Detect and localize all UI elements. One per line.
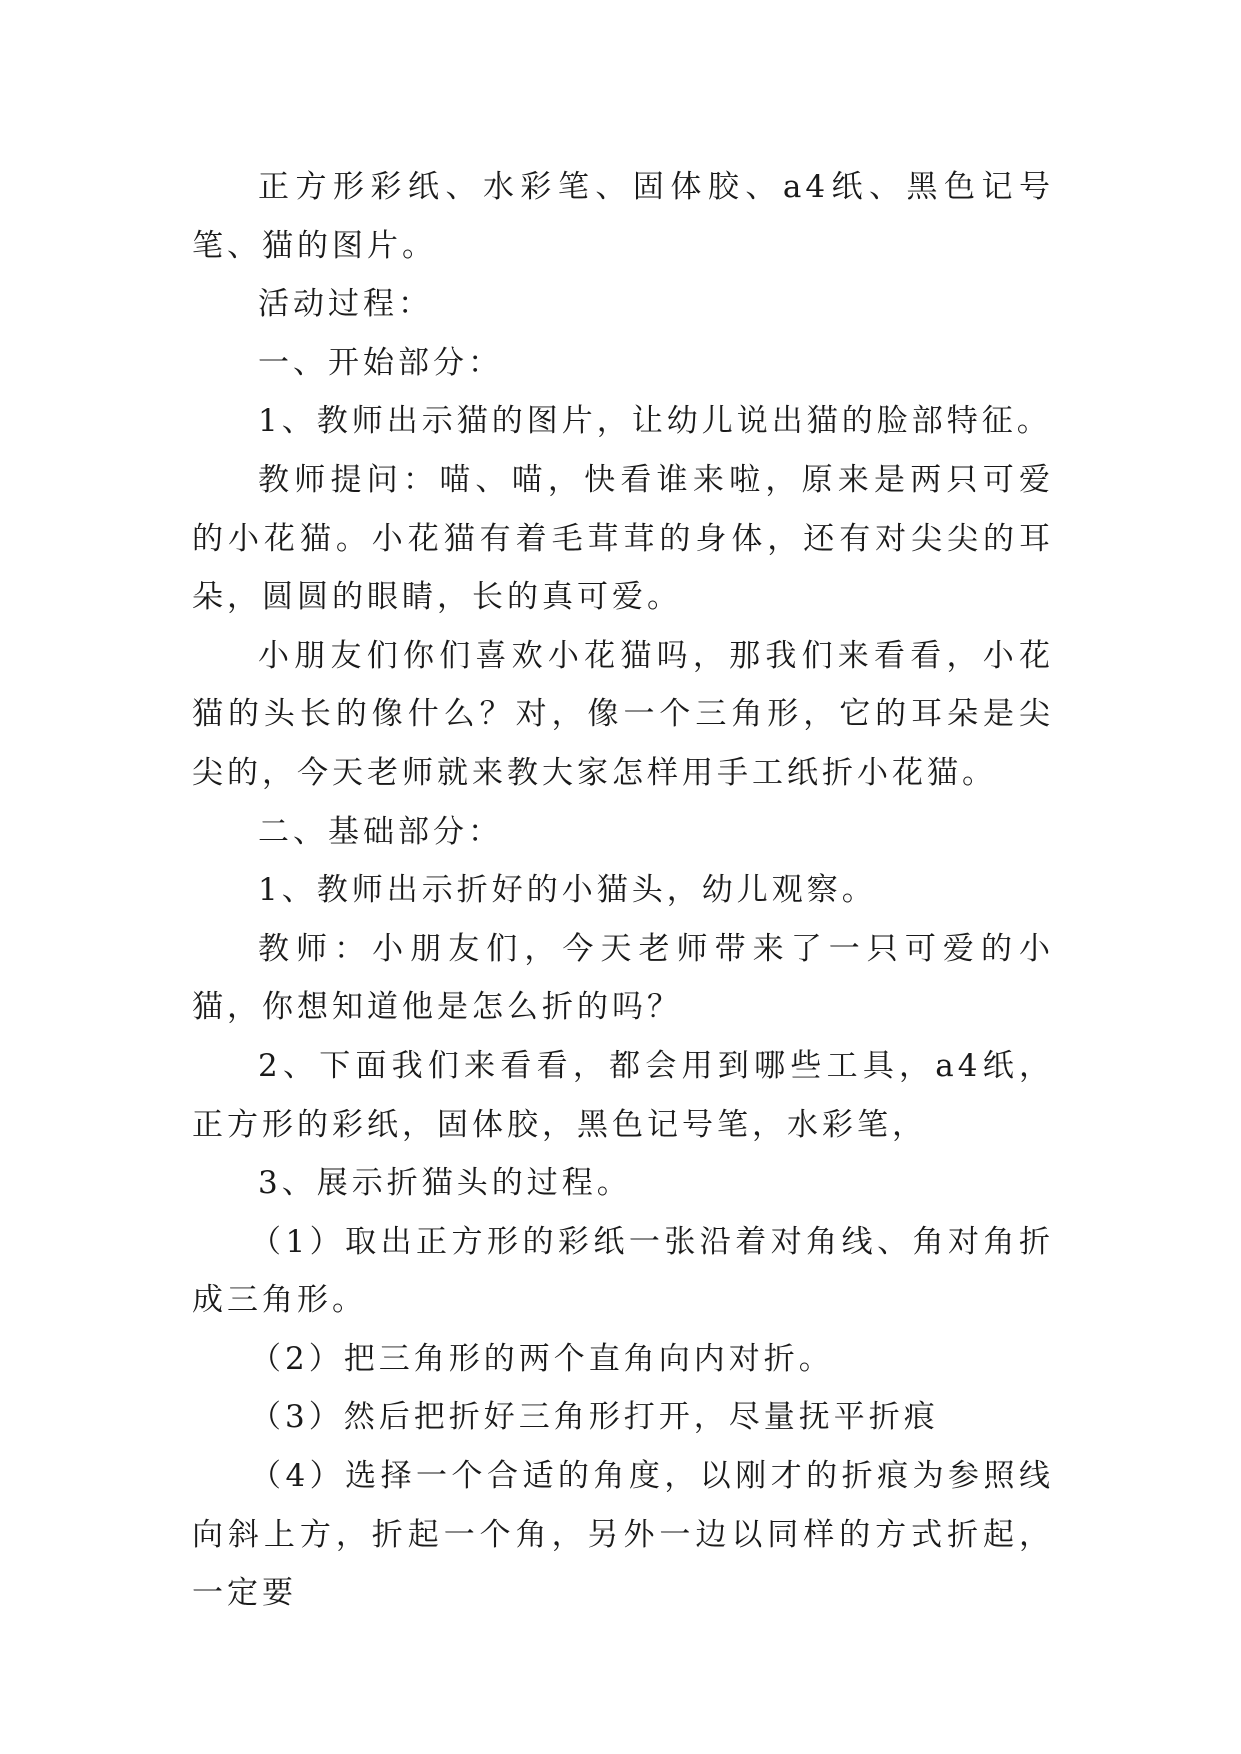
- paragraph-fold-1: （1）取出正方形的彩纸一张沿着对角线、角对角折成三角形。: [192, 1223, 1054, 1319]
- paragraph-materials: 正方形彩纸、水彩笔、固体胶、a4纸、黑色记号笔、猫的图片。: [192, 169, 1054, 264]
- paragraph-teacher-question: 教师提问：喵、喵，快看谁来啦，原来是两只可爱的小花猫。小花猫有着毛茸茸的身体，还有对尖尖的耳朵，圆圆的眼睛，长的真可爱。: [192, 461, 1054, 616]
- paragraph-part-two-heading: 二、基础部分：: [258, 813, 503, 850]
- paragraph-step-2-2: 2、下面我们来看看，都会用到哪些工具，a4纸，正方形的彩纸，固体胶，黑色记号笔，水彩笔，: [192, 1047, 1054, 1143]
- document-body: [192, 158, 1054, 1623]
- paragraph-step-2-3: 3、展示折猫头的过程。: [258, 1165, 632, 1202]
- paragraph-step-2-1: 1、教师出示折好的小猫头，幼儿观察。: [258, 872, 877, 909]
- paragraph-fold-4: （4）选择一个合适的角度，以刚才的折痕为参照线向斜上方，折起一个角，另外一边以同样的方式折起，一定要: [192, 1458, 1054, 1612]
- paragraph-teacher-intro: 教师：小朋友们，今天老师带来了一只可爱的小猫，你想知道他是怎么折的吗？: [192, 930, 1054, 1026]
- paragraph-kids-question: 小朋友们你们喜欢小花猫吗，那我们来看看，小花猫的头长的像什么？对，像一个三角形，它的耳朵是尖尖的，今天老师就来教大家怎样用手工纸折小花猫。: [192, 637, 1054, 791]
- paragraph-step-1-1: 1、教师出示猫的图片，让幼儿说出猫的脸部特征。: [258, 403, 1052, 440]
- paragraph-process-heading: 活动过程：: [258, 286, 433, 323]
- paragraph-part-one-heading: 一、开始部分：: [258, 344, 503, 381]
- paragraph-fold-3: （3）然后把折好三角形打开，尽量抚平折痕: [250, 1399, 939, 1436]
- paragraph-fold-2: （2）把三角形的两个直角向内对折。: [250, 1340, 834, 1377]
